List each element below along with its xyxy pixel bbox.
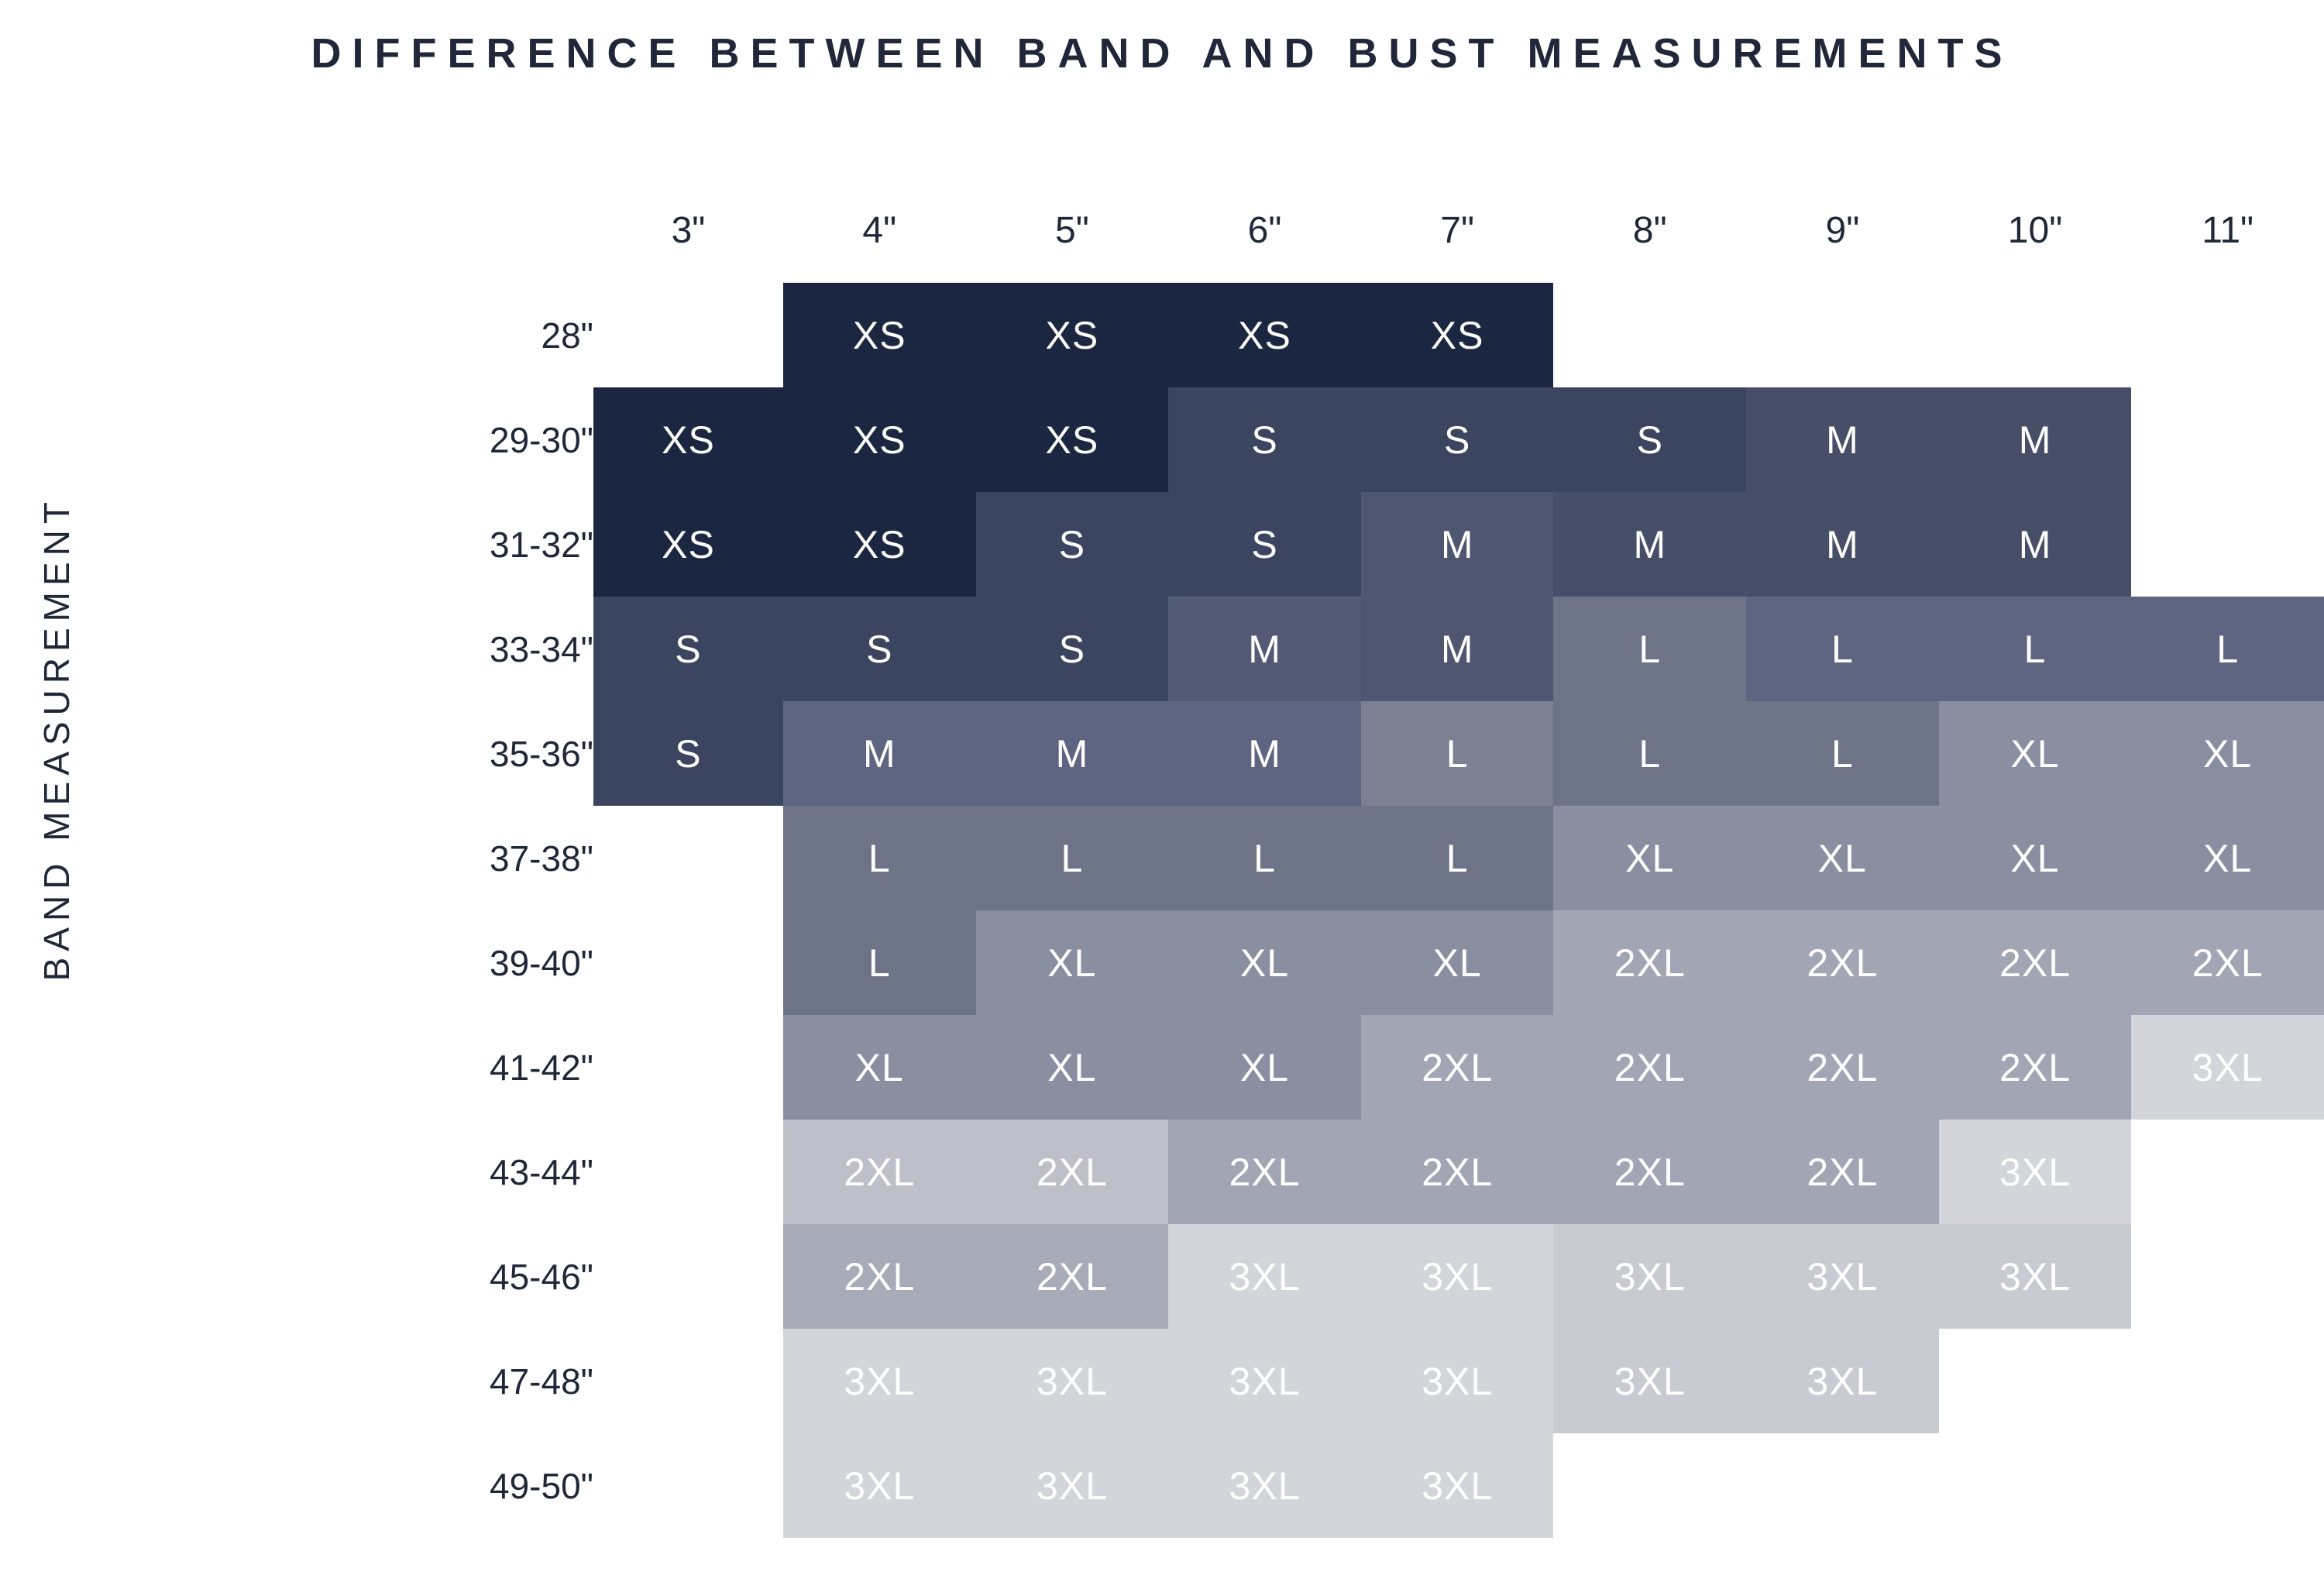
- size-cell: 2XL: [1553, 1015, 1746, 1120]
- empty-cell: [593, 1015, 783, 1120]
- row-header: 41-42": [490, 1047, 593, 1088]
- size-cell: 2XL: [1168, 1120, 1361, 1224]
- column-header: 4": [862, 210, 897, 251]
- row-header: 37-38": [490, 838, 593, 879]
- column-header: 11": [2202, 210, 2254, 251]
- size-cell: L: [1553, 701, 1746, 806]
- size-cell: 2XL: [783, 1120, 976, 1224]
- row-header: 47-48": [490, 1361, 593, 1402]
- size-cell: XS: [1361, 283, 1554, 387]
- size-cell: 2XL: [1553, 1120, 1746, 1224]
- size-cell: 3XL: [1361, 1224, 1554, 1329]
- size-cell: 2XL: [2131, 910, 2324, 1015]
- size-cell: 2XL: [1939, 1015, 2132, 1120]
- row-header: 39-40": [490, 942, 593, 983]
- size-cell: M: [1553, 492, 1746, 597]
- matrix-corner: [316, 178, 593, 283]
- size-cell: L: [976, 806, 1169, 910]
- empty-cell: [1746, 1433, 1939, 1538]
- size-cell: 3XL: [1361, 1433, 1554, 1538]
- size-cell: M: [976, 701, 1169, 806]
- size-cell: 2XL: [976, 1120, 1169, 1224]
- size-cell: S: [783, 597, 976, 701]
- size-cell: 2XL: [1746, 1015, 1939, 1120]
- column-header-row: [316, 178, 2324, 283]
- table-header: [316, 178, 2324, 283]
- size-cell: 2XL: [1746, 1120, 1939, 1224]
- empty-cell: [593, 1120, 783, 1224]
- size-cell: XS: [593, 492, 783, 597]
- size-cell: XL: [1939, 701, 2132, 806]
- table-row: [316, 1329, 2324, 1433]
- size-cell: XL: [1746, 806, 1939, 910]
- row-header: 35-36": [490, 733, 593, 774]
- size-matrix-table: [316, 178, 2324, 1538]
- size-cell: M: [1361, 492, 1554, 597]
- size-cell: L: [783, 910, 976, 1015]
- size-cell: XL: [1168, 1015, 1361, 1120]
- size-cell: 3XL: [1168, 1433, 1361, 1538]
- size-cell: S: [976, 597, 1169, 701]
- empty-cell: [2131, 1329, 2324, 1433]
- size-cell: 3XL: [1168, 1329, 1361, 1433]
- size-cell: XS: [783, 283, 976, 387]
- column-header: 8": [1632, 210, 1667, 251]
- size-cell: XL: [976, 910, 1169, 1015]
- size-cell: M: [1939, 492, 2132, 597]
- page-title: DIFFERENCE BETWEEN BAND AND BUST MEASUREMENTS: [311, 30, 2013, 77]
- size-cell: S: [1361, 387, 1554, 492]
- empty-cell: [593, 910, 783, 1015]
- row-header: 33-34": [490, 628, 593, 669]
- row-header: 31-32": [490, 524, 593, 565]
- size-cell: M: [1168, 597, 1361, 701]
- size-cell: XS: [976, 387, 1169, 492]
- size-cell: 3XL: [1553, 1224, 1746, 1329]
- size-cell: L: [783, 806, 976, 910]
- size-cell: 2XL: [783, 1224, 976, 1329]
- empty-cell: [1939, 283, 2132, 387]
- size-cell: L: [1746, 701, 1939, 806]
- size-cell: S: [1168, 387, 1361, 492]
- size-cell: 3XL: [1746, 1224, 1939, 1329]
- size-cell: XL: [1361, 910, 1554, 1015]
- size-cell: 2XL: [1939, 910, 2132, 1015]
- size-cell: XL: [976, 1015, 1169, 1120]
- size-cell: 3XL: [783, 1329, 976, 1433]
- table-row: [316, 806, 2324, 910]
- size-cell: L: [1939, 597, 2132, 701]
- size-cell: 3XL: [783, 1433, 976, 1538]
- size-cell: S: [593, 701, 783, 806]
- size-cell: 2XL: [1361, 1015, 1554, 1120]
- size-cell: S: [1553, 387, 1746, 492]
- size-cell: XL: [1553, 806, 1746, 910]
- empty-cell: [2131, 1433, 2324, 1538]
- table-row: [316, 701, 2324, 806]
- size-cell: S: [593, 597, 783, 701]
- row-header: 49-50": [490, 1465, 593, 1506]
- size-cell: XS: [783, 492, 976, 597]
- table-body: [316, 283, 2324, 1538]
- row-header: 45-46": [490, 1256, 593, 1297]
- size-cell: 3XL: [1939, 1224, 2132, 1329]
- size-cell: L: [1361, 701, 1554, 806]
- size-cell: 3XL: [2131, 1015, 2324, 1120]
- empty-cell: [1553, 1433, 1746, 1538]
- empty-cell: [593, 1433, 783, 1538]
- size-cell: 2XL: [1553, 910, 1746, 1015]
- row-header: 29-30": [490, 419, 593, 460]
- empty-cell: [1939, 1433, 2132, 1538]
- column-header: 6": [1247, 210, 1282, 251]
- size-cell: 3XL: [976, 1433, 1169, 1538]
- size-cell: 3XL: [976, 1329, 1169, 1433]
- row-header: 28": [541, 315, 593, 356]
- size-cell: 3XL: [1939, 1120, 2132, 1224]
- column-header: 3": [671, 210, 706, 251]
- table-row: [316, 597, 2324, 701]
- empty-cell: [1746, 283, 1939, 387]
- table-row: [316, 492, 2324, 597]
- size-cell: XL: [2131, 701, 2324, 806]
- column-header: 7": [1440, 210, 1474, 251]
- size-cell: XS: [1168, 283, 1361, 387]
- size-cell: XL: [1168, 910, 1361, 1015]
- empty-cell: [593, 1224, 783, 1329]
- column-header: 5": [1055, 210, 1089, 251]
- size-cell: 3XL: [1361, 1329, 1554, 1433]
- empty-cell: [593, 1329, 783, 1433]
- heatmap-container: [0, 178, 2324, 1538]
- size-cell: M: [783, 701, 976, 806]
- table-row: [316, 1015, 2324, 1120]
- table-row: [316, 387, 2324, 492]
- y-axis-label: BAND MEASUREMENT: [36, 496, 77, 982]
- table-row: [316, 283, 2324, 387]
- column-header: 9": [1825, 210, 1860, 251]
- column-header: 10": [2007, 210, 2063, 251]
- empty-cell: [1939, 1329, 2132, 1433]
- size-cell: L: [2131, 597, 2324, 701]
- empty-cell: [593, 806, 783, 910]
- size-cell: M: [1746, 492, 1939, 597]
- size-cell: L: [1361, 806, 1554, 910]
- empty-cell: [2131, 387, 2324, 492]
- size-cell: XS: [976, 283, 1169, 387]
- size-cell: S: [1168, 492, 1361, 597]
- size-cell: 2XL: [976, 1224, 1169, 1329]
- size-cell: XS: [593, 387, 783, 492]
- size-cell: L: [1746, 597, 1939, 701]
- size-cell: XL: [783, 1015, 976, 1120]
- empty-cell: [2131, 492, 2324, 597]
- empty-cell: [2131, 283, 2324, 387]
- row-header: 43-44": [490, 1151, 593, 1192]
- size-cell: L: [1168, 806, 1361, 910]
- empty-cell: [2131, 1120, 2324, 1224]
- size-cell: M: [1361, 597, 1554, 701]
- size-cell: XL: [1939, 806, 2132, 910]
- size-cell: M: [1746, 387, 1939, 492]
- empty-cell: [593, 283, 783, 387]
- size-cell: L: [1553, 597, 1746, 701]
- size-cell: 3XL: [1746, 1329, 1939, 1433]
- size-cell: 3XL: [1553, 1329, 1746, 1433]
- table-row: [316, 1433, 2324, 1538]
- size-cell: 3XL: [1168, 1224, 1361, 1329]
- size-cell: XS: [783, 387, 976, 492]
- size-cell: XL: [2131, 806, 2324, 910]
- empty-cell: [1553, 283, 1746, 387]
- table-row: [316, 1120, 2324, 1224]
- size-cell: S: [976, 492, 1169, 597]
- size-cell: 2XL: [1361, 1120, 1554, 1224]
- table-row: [316, 1224, 2324, 1329]
- empty-cell: [2131, 1224, 2324, 1329]
- size-cell: 2XL: [1746, 910, 1939, 1015]
- table-row: [316, 910, 2324, 1015]
- size-cell: M: [1939, 387, 2132, 492]
- size-cell: M: [1168, 701, 1361, 806]
